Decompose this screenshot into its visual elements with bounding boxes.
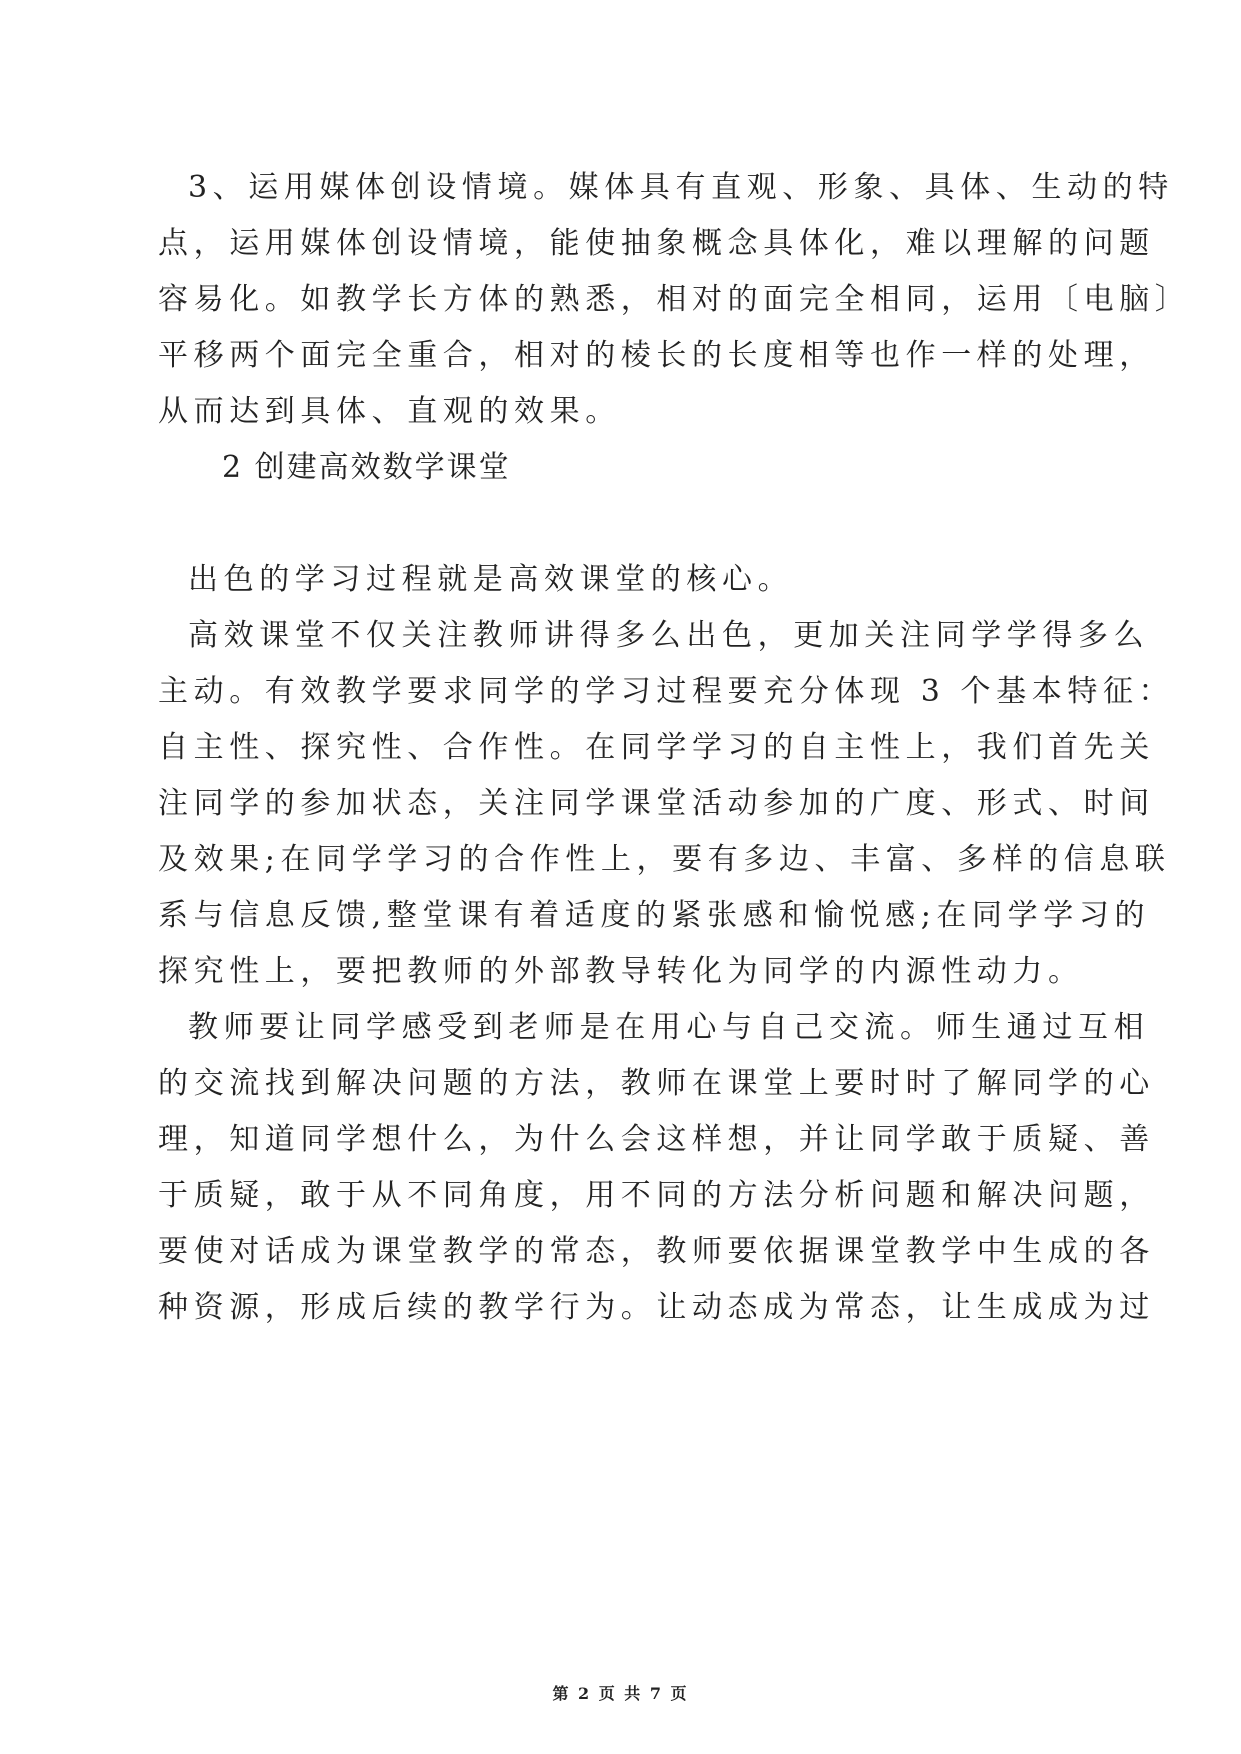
paragraph-4-line-2: 的交流找到解决问题的方法，教师在课堂上要时时了解同学的心 bbox=[158, 1066, 1155, 1101]
paragraph-4-line-5: 要使对话成为课堂教学的常态，教师要依据课堂教学中生成的各 bbox=[158, 1234, 1155, 1269]
paragraph-1-line-1: 3、运用媒体创设情境。媒体具有直观、形象、具体、生动的特 bbox=[188, 170, 1174, 205]
paragraph-3-line-4: 注同学的参加状态，关注同学课堂活动参加的广度、形式、时间 bbox=[158, 786, 1155, 821]
section-heading: 2 创建高效数学课堂 bbox=[222, 450, 511, 485]
paragraph-4-line-6: 种资源，形成后续的教学行为。让动态成为常态，让生成成为过 bbox=[158, 1290, 1155, 1325]
paragraph-1-line-4: 平移两个面完全重合，相对的棱长的长度相等也作一样的处理， bbox=[158, 338, 1155, 373]
paragraph-2-line-1: 出色的学习过程就是高效课堂的核心。 bbox=[188, 562, 794, 597]
paragraph-3-line-6: 系与信息反馈,整堂课有着适度的紧张感和愉悦感;在同学学习的 bbox=[158, 898, 1151, 933]
paragraph-1-line-3: 容易化。如教学长方体的熟悉，相对的面完全相同，运用〔电脑〕 bbox=[158, 282, 1191, 317]
paragraph-4-line-3: 理，知道同学想什么，为什么会这样想，并让同学敢于质疑、善 bbox=[158, 1122, 1155, 1157]
paragraph-4-line-1: 教师要让同学感受到老师是在用心与自己交流。师生通过互相 bbox=[188, 1010, 1150, 1045]
paragraph-3-line-2: 主动。有效教学要求同学的学习过程要充分体现 3 个基本特征： bbox=[158, 674, 1175, 709]
paragraph-3-line-7: 探究性上，要把教师的外部教导转化为同学的内源性动力。 bbox=[158, 954, 1084, 989]
paragraph-4-line-4: 于质疑，敢于从不同角度，用不同的方法分析问题和解决问题， bbox=[158, 1178, 1155, 1213]
paragraph-3-line-3: 自主性、探究性、合作性。在同学学习的自主性上，我们首先关 bbox=[158, 730, 1155, 765]
paragraph-3-line-5: 及效果;在同学学习的合作性上，要有多边、丰富、多样的信息联 bbox=[158, 842, 1171, 877]
paragraph-3-line-1: 高效课堂不仅关注教师讲得多么出色，更加关注同学学得多么 bbox=[188, 618, 1150, 653]
paragraph-1-line-2: 点，运用媒体创设情境，能使抽象概念具体化，难以理解的问题 bbox=[158, 226, 1155, 261]
page-number-footer: 第 2 页 共 7 页 bbox=[552, 1684, 689, 1703]
paragraph-1-line-5: 从而达到具体、直观的效果。 bbox=[158, 394, 621, 429]
